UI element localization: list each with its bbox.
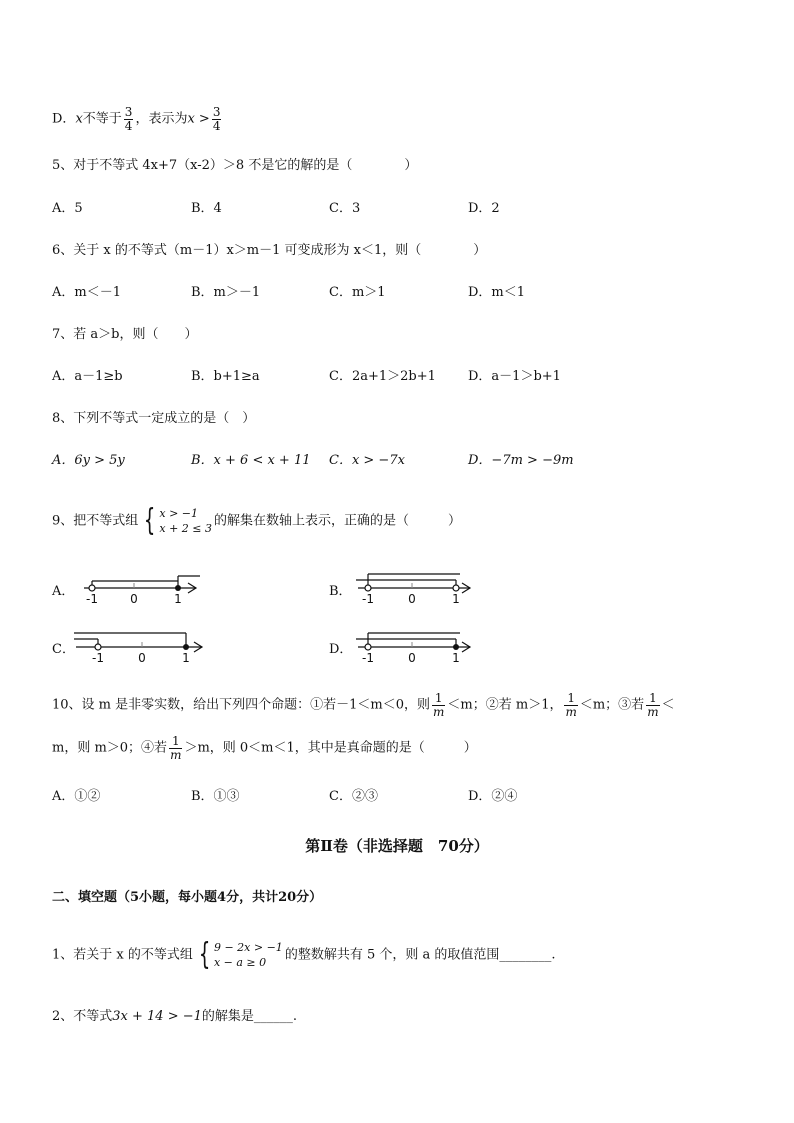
fill-question-1	[52, 937, 556, 972]
system-line-1: x > −1	[159, 507, 199, 520]
option-a[interactable]: A．a－1≥b	[52, 369, 123, 384]
number-line-a	[78, 568, 218, 608]
option-d[interactable]: D．a－1＞b+1	[468, 369, 561, 384]
denominator: m	[433, 704, 445, 719]
fraction	[212, 106, 222, 132]
fraction	[646, 692, 659, 718]
brace: {	[198, 937, 211, 972]
option-d[interactable]: D．2	[468, 201, 500, 216]
option-b[interactable]: B．①③	[191, 789, 240, 804]
question-6-stem: 6、关于 x 的不等式（m－1）x＞m－1 可变成形为 x＜1，则（ ）	[52, 243, 487, 258]
inequality-system	[195, 937, 283, 972]
text: ＜	[661, 697, 675, 713]
fraction	[432, 692, 445, 718]
option-d[interactable]: D．−7m > −9m	[468, 453, 574, 468]
system-lines	[159, 506, 212, 536]
option-d[interactable]: D．m＜1	[468, 285, 526, 300]
tick-label: -1	[362, 651, 374, 665]
tick-label: 1	[182, 651, 190, 665]
text: ＜m；③若	[579, 697, 645, 713]
open-point	[365, 585, 371, 591]
numerator: 1	[649, 691, 657, 705]
tick-label: 0	[130, 592, 138, 606]
closed-point	[453, 644, 459, 650]
tick-label: 0	[138, 651, 146, 665]
q9-option-b-label[interactable]: B．	[329, 584, 352, 599]
tick-label: -1	[86, 592, 98, 606]
tick-label: 1	[452, 592, 460, 606]
system-line-2: x − a ≥ 0	[213, 956, 267, 969]
text: 不等于	[82, 111, 122, 127]
text: 2、不等式	[52, 1009, 113, 1024]
text: ，表示为	[135, 111, 188, 127]
option-c[interactable]: C．2a+1＞2b+1	[329, 369, 436, 384]
option-c[interactable]: C．m＞1	[329, 285, 386, 300]
option-label: D．	[52, 111, 76, 127]
option-a[interactable]: A．5	[52, 201, 83, 216]
text: ＜m；②若 m＞1，	[447, 697, 563, 713]
denominator: m	[170, 747, 182, 762]
system-lines	[214, 940, 283, 970]
option-a[interactable]: A．6y > 5y	[52, 453, 125, 468]
numerator: 3	[212, 105, 221, 119]
number-line-c	[74, 627, 214, 667]
section-2-title: 二、填空题（5小题，每小题4分，共计20分）	[52, 890, 323, 905]
q9-option-a-label[interactable]: A．	[52, 584, 75, 599]
denominator: m	[565, 704, 577, 719]
system-line-1: 9 − 2x > −1	[213, 941, 283, 954]
text: 9、把不等式组	[52, 513, 139, 529]
q9-option-d-label[interactable]: D．	[329, 642, 353, 657]
option-b[interactable]: B．m＞－1	[191, 285, 261, 300]
question-8-options	[52, 451, 752, 471]
numerator: 1	[434, 691, 443, 705]
question-10-line-2	[52, 735, 477, 761]
question-10-line-1	[52, 692, 675, 718]
option-c[interactable]: C．x > −7x	[329, 453, 405, 468]
fraction	[564, 692, 577, 718]
text: m，则 m＞0；④若	[52, 740, 168, 756]
tick-label: 0	[408, 592, 416, 606]
system-line-2: x + 2 ≤ 3	[159, 522, 212, 535]
open-point	[365, 644, 371, 650]
tick-label: 1	[174, 592, 182, 606]
number-line-d	[356, 627, 496, 667]
denominator: 4	[212, 118, 221, 133]
option-a[interactable]: A．m＜－1	[52, 285, 121, 300]
brace: {	[144, 503, 156, 538]
question-7-stem: 7、若 a＞b，则（ ）	[52, 327, 198, 342]
text: 的解集是______.	[201, 1009, 298, 1024]
part-2-heading: 第Ⅱ卷（非选择题 70分）	[305, 837, 489, 855]
tick-label: 0	[408, 651, 416, 665]
option-b[interactable]: B．x + 6 < x + 11	[191, 453, 311, 468]
tick-label: -1	[92, 651, 104, 665]
numerator: 1	[171, 734, 180, 748]
open-point	[89, 585, 95, 591]
question-8-stem: 8、下列不等式一定成立的是（ ）	[52, 411, 256, 426]
question-5-stem: 5、对于不等式 4x+7（x-2）＞8 不是它的解的是（ ）	[52, 158, 418, 173]
option-b[interactable]: B．4	[191, 201, 222, 216]
option-c[interactable]: C．3	[329, 201, 361, 216]
closed-point	[183, 644, 189, 650]
fraction	[124, 106, 134, 132]
number-line-b	[356, 568, 496, 608]
question-5-options	[52, 199, 752, 219]
q9-option-c-label[interactable]: C．	[52, 642, 75, 657]
option-c[interactable]: C．②③	[329, 789, 378, 804]
fill-question-2	[52, 1007, 297, 1027]
open-point	[95, 644, 101, 650]
numerator: 3	[124, 105, 133, 119]
variable: x	[75, 111, 83, 127]
text: 10、设 m 是非零实数，给出下列四个命题：①若－1＜m＜0，则	[52, 697, 431, 713]
text: 的整数解共有 5 个，则 a 的取值范围________.	[284, 947, 556, 963]
open-point	[453, 585, 459, 591]
numerator: 1	[567, 691, 575, 705]
tick-label: -1	[362, 592, 374, 606]
question-9-stem	[52, 503, 462, 538]
fraction	[169, 735, 182, 761]
prev-question-option-d	[52, 106, 223, 132]
tick-label: 1	[452, 651, 460, 665]
question-7-options	[52, 367, 752, 387]
closed-point	[175, 585, 181, 591]
option-d[interactable]: D．②④	[468, 789, 518, 804]
denominator: m	[647, 704, 659, 719]
question-10-options	[52, 787, 752, 807]
relation: x >	[187, 111, 210, 127]
expression: 3x + 14 > −1	[112, 1009, 202, 1024]
denominator: 4	[124, 118, 133, 133]
inequality-system	[140, 503, 212, 538]
text: ＞m，则 0＜m＜1，其中是真命题的是（ ）	[184, 740, 477, 756]
option-b[interactable]: B．b+1≥a	[191, 369, 260, 384]
option-a[interactable]: A．①②	[52, 789, 101, 804]
text: 的解集在数轴上表示，正确的是（ ）	[214, 513, 462, 529]
text: 1、若关于 x 的不等式组	[52, 947, 193, 963]
question-6-options	[52, 283, 752, 303]
